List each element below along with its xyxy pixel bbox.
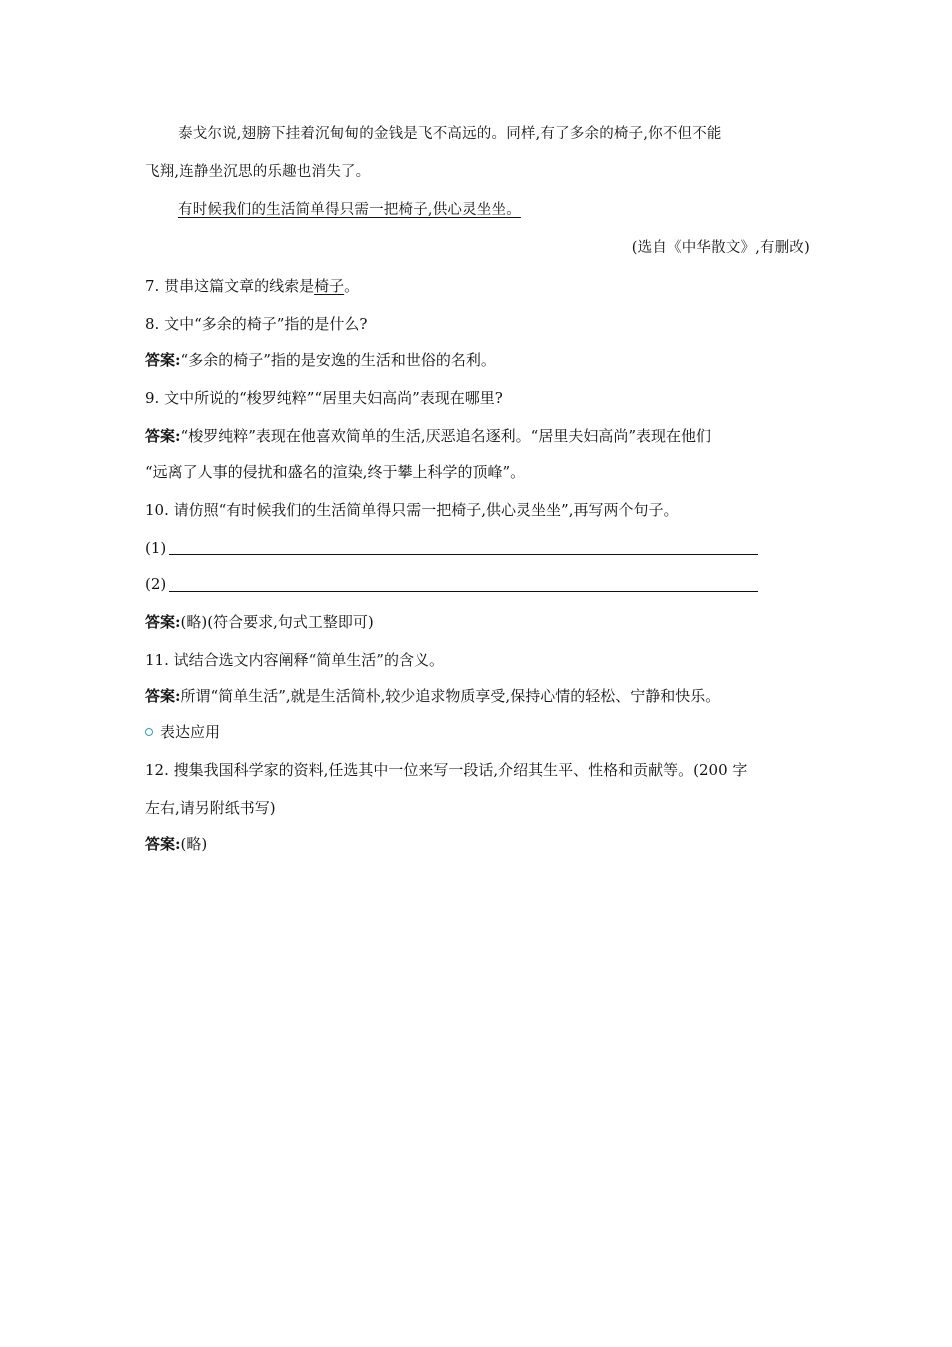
passage-source: (选自《中华散文》,有删改) [631, 240, 810, 256]
answer-label: 答案: [145, 427, 181, 445]
answer-label: 答案: [145, 613, 181, 631]
answer-12-text: (略) [180, 835, 208, 853]
question-12-line-1: 12. 搜集我国科学家的资料,任选其中一位来写一段话,介绍其生平、性格和贡献等。(200 字 [145, 761, 748, 779]
passage-paragraph-2: 有时候我们的生活简单得只需一把椅子,供心灵坐坐。 [178, 202, 521, 218]
answer-12 [145, 834, 207, 854]
question-7 [145, 276, 359, 296]
answer-label: 答案: [145, 351, 181, 369]
section-title: 表达应用 [160, 723, 221, 741]
passage-paragraph-1-line-2: 飞翔,连静坐沉思的乐趣也消失了。 [145, 164, 371, 180]
question-7-suffix: 。 [344, 277, 360, 295]
answer-9-line-2: “远离了人事的侵扰和盛名的渲染,终于攀上科学的顶峰”。 [145, 463, 526, 481]
question-7-prefix: 7. 贯串这篇文章的线索是 [145, 277, 315, 295]
blank-2-label: (2) [145, 575, 167, 593]
answer-10-text: (略)(符合要求,句式工整即可) [180, 613, 374, 631]
answer-11-text: 所谓“简单生活”,就是生活简朴,较少追求物质享受,保持心情的轻松、宁静和快乐。 [180, 687, 721, 705]
section-header [145, 722, 220, 742]
answer-8-text: “多余的椅子”指的是安逸的生活和世俗的名利。 [180, 351, 496, 369]
passage-paragraph-1-line-1: 泰戈尔说,翅膀下挂着沉甸甸的金钱是飞不高远的。同样,有了多余的椅子,你不但不能 [178, 126, 722, 142]
question-8: 8. 文中“多余的椅子”指的是什么? [145, 315, 368, 333]
answer-label: 答案: [145, 835, 181, 853]
answer-9-text: “梭罗纯粹”表现在他喜欢简单的生活,厌恶追名逐利。“居里夫妇高尚”表现在他们 [180, 427, 711, 445]
blank-1-label: (1) [145, 539, 167, 557]
question-11: 11. 试结合选文内容阐释“简单生活”的含义。 [145, 651, 444, 669]
question-7-answer: 椅子 [314, 277, 345, 295]
question-10: 10. 请仿照“有时候我们的生活简单得只需一把椅子,供心灵坐坐”,再写两个句子。 [145, 501, 679, 519]
answer-blank-2[interactable] [169, 591, 758, 592]
question-9: 9. 文中所说的“梭罗纯粹”“居里夫妇高尚”表现在哪里? [145, 389, 503, 407]
answer-blank-1[interactable] [169, 554, 758, 555]
circle-bullet-icon [145, 728, 153, 736]
answer-8 [145, 350, 496, 370]
question-12-line-2: 左右,请另附纸书写) [145, 799, 276, 817]
answer-10 [145, 612, 374, 632]
answer-label: 答案: [145, 687, 181, 705]
answer-11 [145, 686, 720, 706]
answer-9-line-1 [145, 426, 711, 446]
